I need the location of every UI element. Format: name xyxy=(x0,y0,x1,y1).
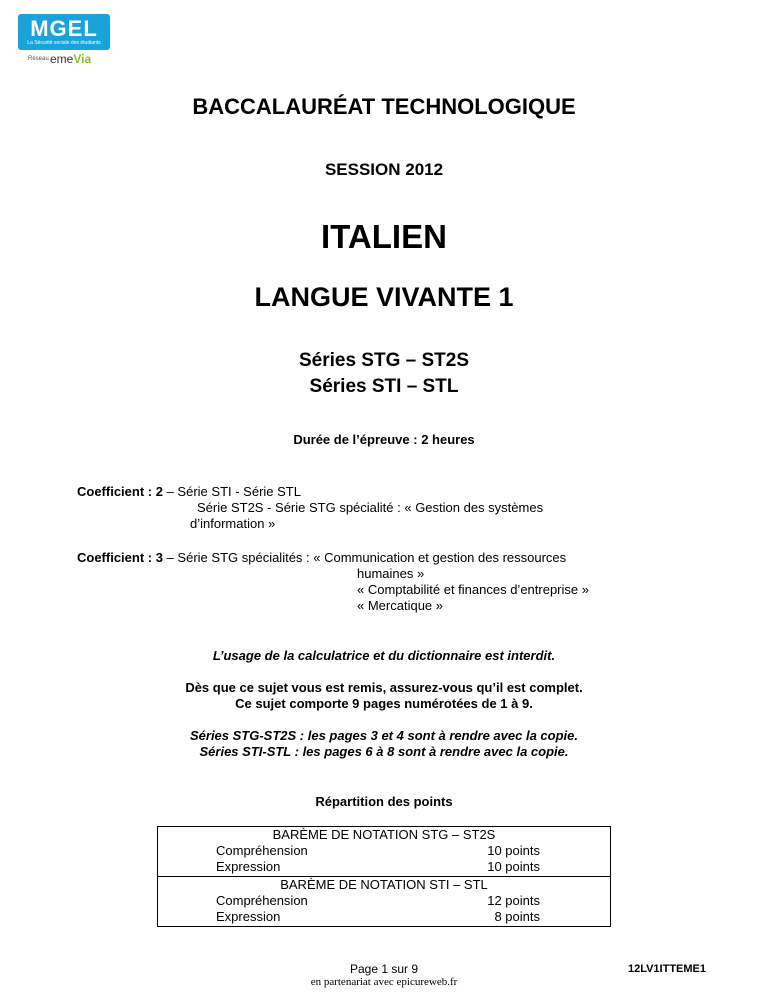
table-row xyxy=(158,909,610,925)
coefficient-2 xyxy=(77,484,301,500)
logo-brand: MGEL xyxy=(30,16,98,41)
duration: Durée de l’épreuve : 2 heures xyxy=(293,432,475,447)
series-line-2: Séries STI – STL xyxy=(309,376,459,397)
calculator-notice: L’usage de la calculatrice et du dictionnaire est interdit. xyxy=(212,648,556,663)
session-title: SESSION 2012 xyxy=(324,160,444,179)
coefficient-3 xyxy=(77,550,566,566)
points-title: Répartition des points xyxy=(315,794,453,809)
row-value: 8 points xyxy=(494,909,540,924)
table-row xyxy=(158,859,610,875)
row-value: 12 points xyxy=(487,893,540,908)
series-line-1: Séries STG – ST2S xyxy=(298,350,470,371)
return-pages-sti: Séries STI-STL : les pages 6 à 8 sont à rendre avec la copie. xyxy=(199,744,569,759)
row-value: 10 points xyxy=(487,843,540,858)
logo-network-label: Réseau xyxy=(28,56,49,62)
logo-tagline: La Sécurité sociale des étudiants xyxy=(27,40,101,46)
coefficient-2-line: Série ST2S - Série STG spécialité : « Gestion des systèmes xyxy=(197,500,544,515)
table-row xyxy=(158,893,610,909)
row-label: Expression xyxy=(216,909,281,924)
page-count-notice: Ce sujet comporte 9 pages numérotées de 1 à 9. xyxy=(235,696,533,711)
level-title: LANGUE VIVANTE 1 xyxy=(254,282,514,312)
coefficient-3-line: « Mercatique » xyxy=(357,598,443,613)
exam-title: BACCALAURÉAT TECHNOLOGIQUE xyxy=(192,94,576,119)
table-row xyxy=(158,843,610,859)
row-label: Expression xyxy=(216,859,281,874)
page-number: Page 1 sur 9 xyxy=(349,962,419,976)
logo-network-name: emeVia xyxy=(50,52,92,66)
row-label: Compréhension xyxy=(216,843,308,858)
subject-code: 12LV1ITTEME1 xyxy=(627,963,706,975)
coefficient-2-line: d’information » xyxy=(190,516,276,531)
coefficient-3-label: Coefficient : 3 xyxy=(77,550,163,565)
completeness-notice: Dès que ce sujet vous est remis, assurez-vous qu’il est complet. xyxy=(185,680,583,695)
coefficient-3-line: humaines » xyxy=(357,566,425,581)
coefficient-2-line: – Série STI - Série STL xyxy=(166,484,301,499)
return-pages-stg: Séries STG-ST2S : les pages 3 et 4 sont à rendre avec la copie. xyxy=(189,728,578,743)
coefficient-3-line: – Série STG spécialités : « Communication et gestion des ressources xyxy=(166,550,567,565)
mgel-logo xyxy=(18,14,112,66)
row-label: Compréhension xyxy=(216,893,308,908)
coefficient-2-label: Coefficient : 2 xyxy=(77,484,163,499)
coefficient-3-line: « Comptabilité et finances d’entreprise » xyxy=(357,582,589,597)
subject-title: ITALIEN xyxy=(321,218,447,255)
series-block xyxy=(0,348,768,400)
row-value: 10 points xyxy=(487,859,540,874)
partner-credit: en partenariat avec epicureweb.fr xyxy=(310,976,458,988)
points-table xyxy=(157,826,611,927)
table-header: BARÈME DE NOTATION STG – ST2S xyxy=(272,827,496,842)
table-header: BARÈME DE NOTATION STI – STL xyxy=(158,876,610,892)
